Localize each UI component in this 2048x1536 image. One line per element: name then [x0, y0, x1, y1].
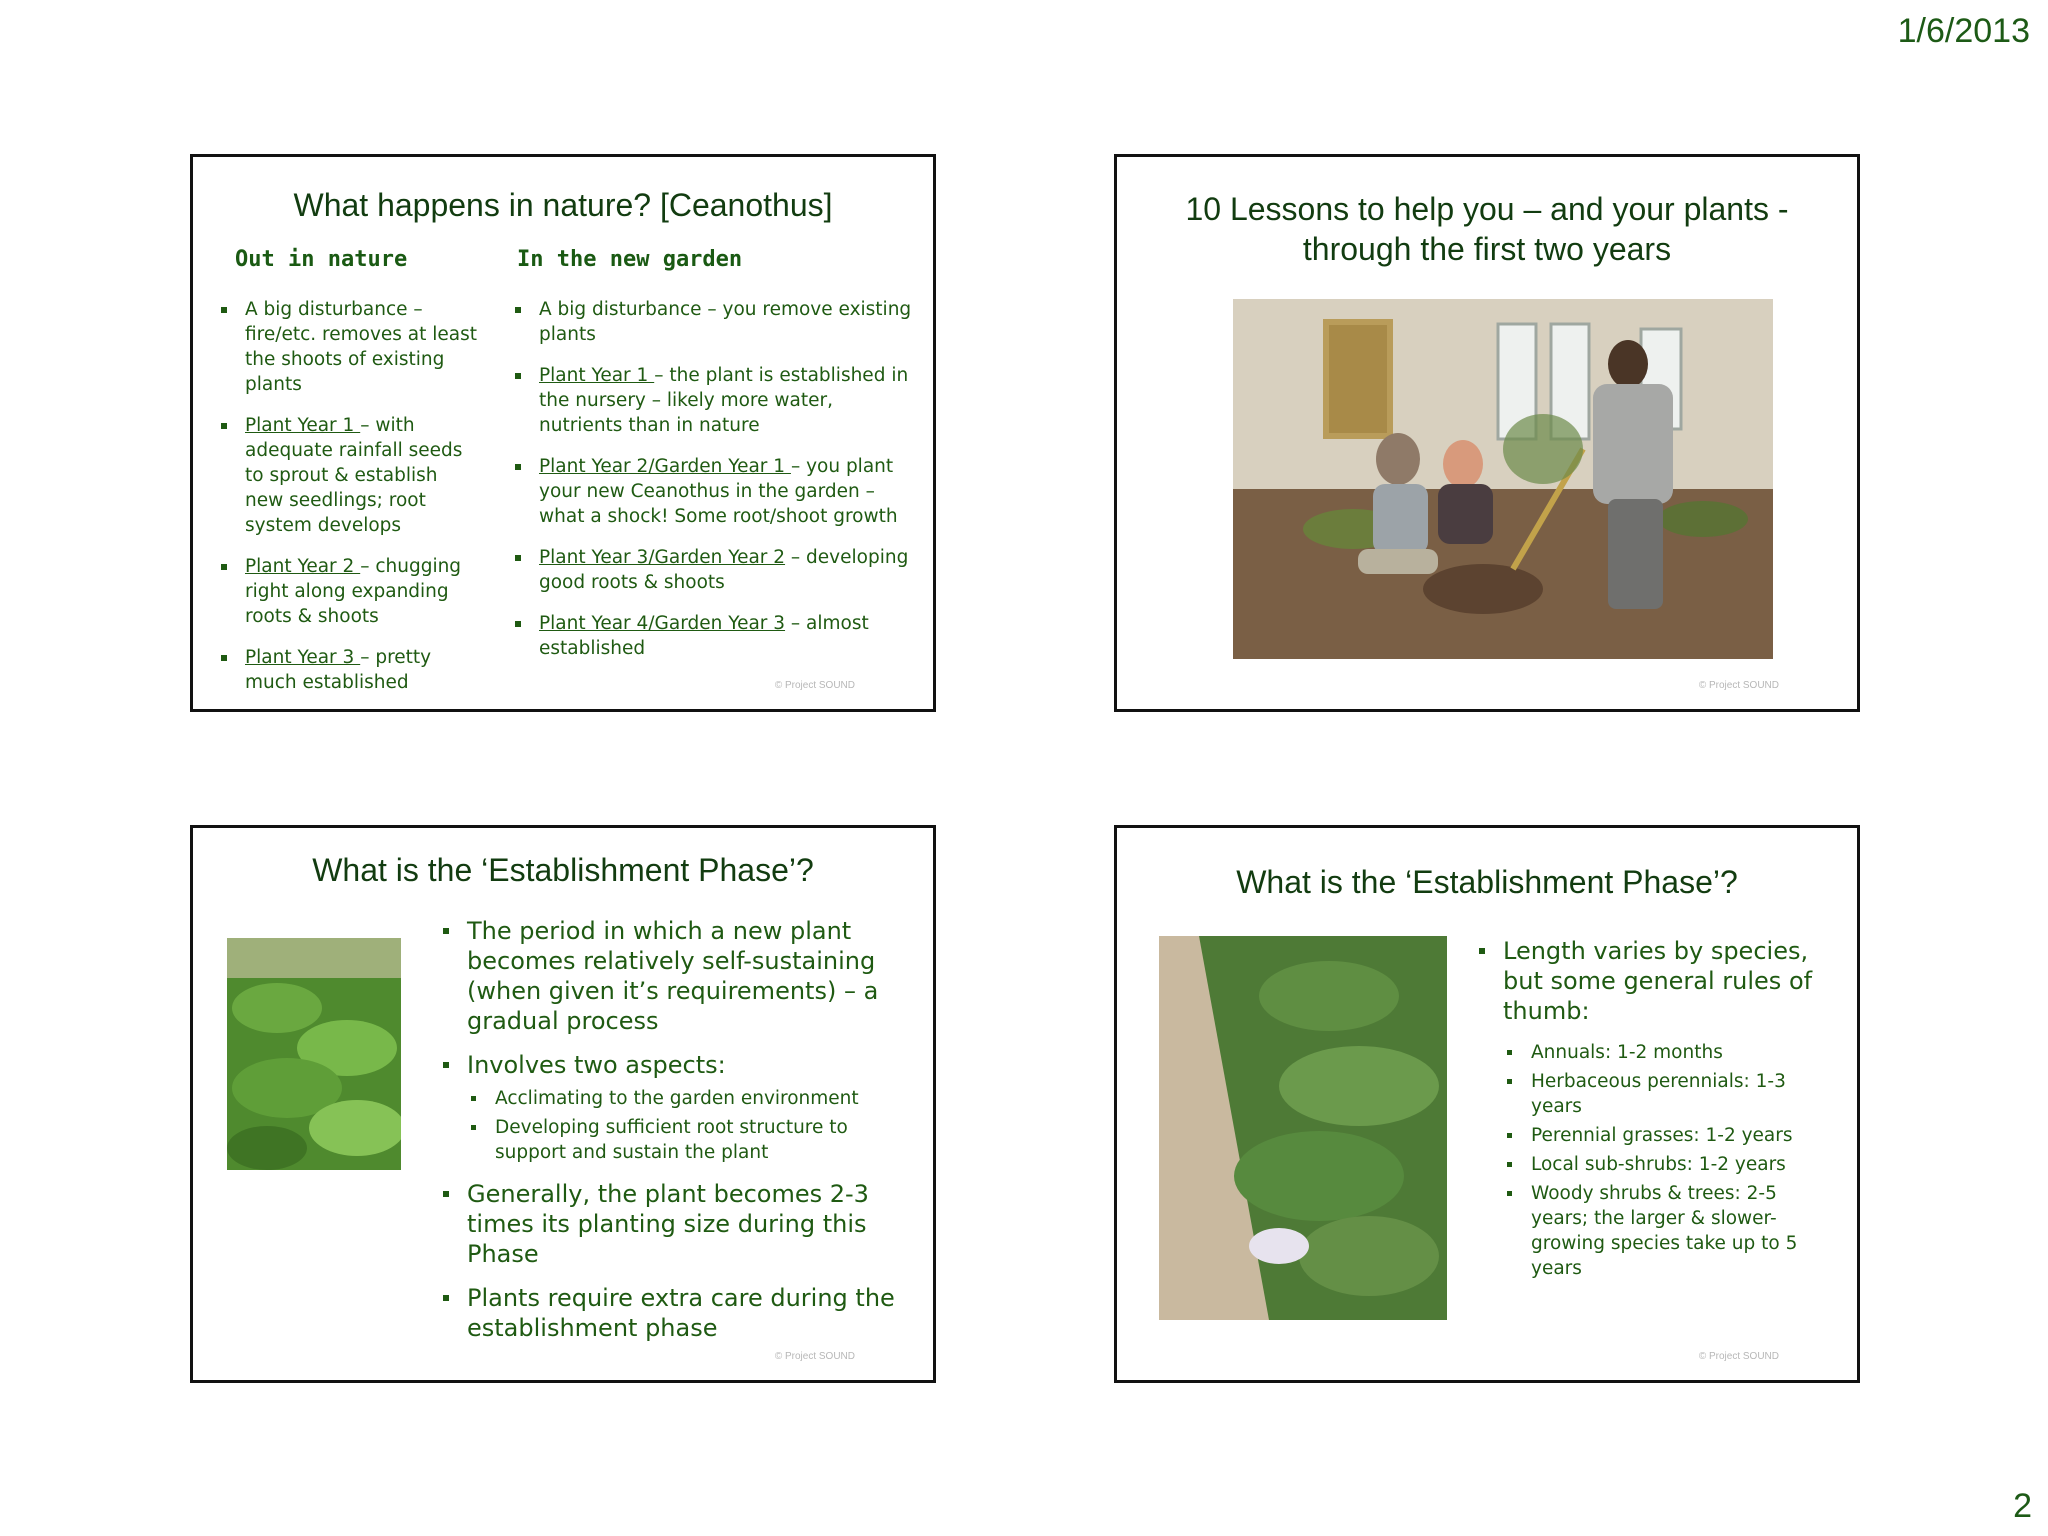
- list-item: Plants require extra care during the establishment phase: [439, 1283, 909, 1343]
- watermark: © Project SOUND: [1698, 1351, 1779, 1362]
- sub-list-item: Woody shrubs & trees: 2-5 years; the larger & slower-growing species take up to 5 years: [1503, 1181, 1835, 1281]
- column-heading-garden: In the new garden: [517, 247, 743, 272]
- groundcover-planting-photo: [1159, 936, 1447, 1320]
- list-item: Length varies by species, but some general rules of thumb: Annuals: 1-2 months Herbaceous perennials: 1-3 years Perennial grasses: 1-2 years Local sub-shrubs: 1-2 years Woody shrubs & trees: 2-5 years; the larger & slower-growing species take up to 5 years: [1475, 936, 1835, 1281]
- list-item: Plant Year 3 – pretty much established: [217, 645, 479, 695]
- sub-list-item: Herbaceous perennials: 1-3 years: [1503, 1069, 1835, 1119]
- list-item: Plant Year 2/Garden Year 1 – you plant your new Ceanothus in the garden – what a shock! Some root/shoot growth: [511, 454, 921, 529]
- list-item: Plant Year 4/Garden Year 3 – almost established: [511, 611, 921, 661]
- establishment-length-list: [1475, 936, 1835, 1295]
- list-item: The period in which a new plant becomes relatively self-sustaining (when given it’s requirements) – a gradual process: [439, 916, 909, 1036]
- list-item: A big disturbance – you remove existing plants: [511, 297, 921, 347]
- page-date: 1/6/2013: [1897, 12, 2030, 50]
- sub-list-item: Annuals: 1-2 months: [1503, 1040, 1835, 1065]
- slide-1: [190, 154, 936, 712]
- list-item: Plant Year 1 – with adequate rainfall seeds to sprout & establish new seedlings; root system develops: [217, 413, 479, 538]
- slide-title: 10 Lessons to help you – and your plants - through the first two years: [1185, 191, 1789, 267]
- watermark: © Project SOUND: [774, 680, 855, 691]
- grass-planting-photo: [227, 938, 401, 1170]
- list-item: Involves two aspects: Acclimating to the garden environment Developing sufficient root structure to support and sustain the plant: [439, 1050, 909, 1165]
- sub-list-item: Acclimating to the garden environment: [467, 1086, 909, 1111]
- list-item: Plant Year 2 – chugging right along expanding roots & shoots: [217, 554, 479, 629]
- establishment-bullet-list: [439, 916, 909, 1357]
- sub-list-item: Local sub-shrubs: 1-2 years: [1503, 1152, 1835, 1177]
- slide-title: What is the ‘Establishment Phase’?: [312, 852, 814, 888]
- slide-4: [1114, 825, 1860, 1383]
- gardeners-planting-photo: [1233, 299, 1773, 659]
- slide-title: What is the ‘Establishment Phase’?: [1236, 864, 1738, 900]
- list-item: Plant Year 3/Garden Year 2 – developing good roots & shoots: [511, 545, 921, 595]
- watermark: © Project SOUND: [774, 1351, 855, 1362]
- watermark: © Project SOUND: [1698, 680, 1779, 691]
- page-number: 2: [2013, 1487, 2032, 1525]
- slide-3: [190, 825, 936, 1383]
- garden-bullet-list: [511, 297, 921, 677]
- column-heading-nature: Out in nature: [235, 247, 408, 272]
- list-item: A big disturbance – fire/etc. removes at least the shoots of existing plants: [217, 297, 479, 397]
- list-item: Generally, the plant becomes 2-3 times its planting size during this Phase: [439, 1179, 909, 1269]
- list-item: Plant Year 1 – the plant is established in the nursery – likely more water, nutrients than in nature: [511, 363, 921, 438]
- nature-bullet-list: [217, 297, 479, 711]
- sub-list-item: Perennial grasses: 1-2 years: [1503, 1123, 1835, 1148]
- slide-2: [1114, 154, 1860, 712]
- sub-list-item: Developing sufficient root structure to support and sustain the plant: [467, 1115, 909, 1165]
- slide-title: What happens in nature? [Ceanothus]: [293, 187, 833, 223]
